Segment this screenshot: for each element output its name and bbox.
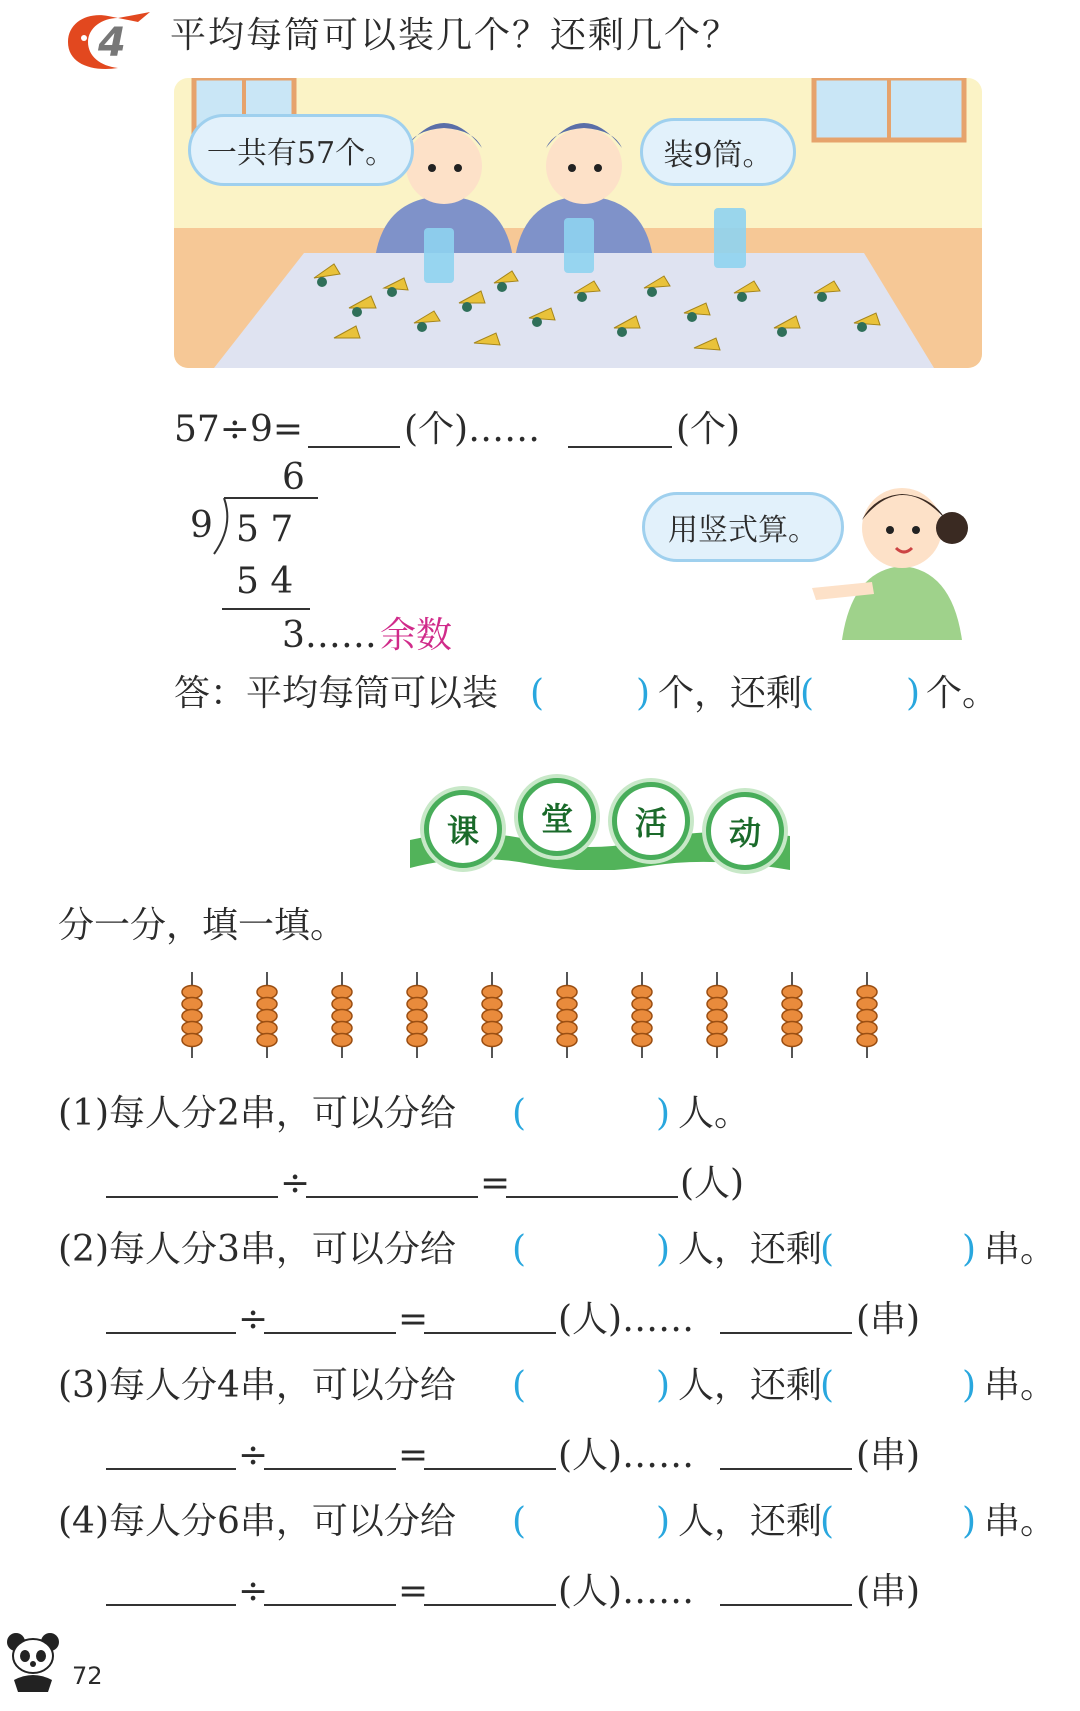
item-2-eq-div: ÷ [238,1299,269,1340]
tube [714,208,746,268]
skewer-icon [407,972,427,1058]
item-1-eq-div: ÷ [280,1163,311,1204]
item-1-blank-people[interactable] [534,1092,654,1136]
item-2-eq-equals: = [398,1299,429,1340]
answer-blank-remaining[interactable] [822,672,906,716]
item-4-close-paren: ) [656,1501,671,1542]
division-product: 5 4 [236,561,294,602]
item-4-open-paren-2: ( [820,1501,835,1542]
activity-char-4: 动 [706,792,784,870]
division-dividend: 5 7 [236,509,294,550]
item-4-close-paren-2: ) [962,1501,977,1542]
item-2-open-paren: ( [512,1229,527,1270]
item-1-open-paren: ( [512,1093,527,1134]
skewer-icon [332,972,352,1058]
item-4-eq-div: ÷ [238,1571,269,1612]
skewer-row [180,970,970,1060]
item-1-eq-unit: (人) [680,1163,745,1204]
skewer-icon [632,972,652,1058]
item-4-label: (4)每人分6串，可以分给 [58,1501,456,1542]
task-title: 分一分，填一填。 [58,905,347,946]
item-4-open-paren: ( [512,1501,527,1542]
skewer-icon [257,972,277,1058]
activity-char-1: 课 [424,790,502,868]
item-4-eq-blank-3[interactable] [424,1604,556,1606]
answer-close-paren-2: ) [906,673,921,714]
item-3-blank-remaining[interactable] [842,1364,962,1408]
item-2-eq-blank-3[interactable] [424,1332,556,1334]
division-divisor: 9 [190,505,213,546]
item-1-close-paren: ) [656,1093,671,1134]
hint-bubble-text: 用竖式算。 [668,513,818,548]
answer-close-paren-1: ) [636,673,651,714]
item-3-eq-equals: = [398,1435,429,1476]
activity-char-3: 活 [612,782,690,860]
tube [564,218,594,273]
item-2-eq-blank-1[interactable] [106,1332,236,1334]
skewer-icon [782,972,802,1058]
item-2-mid: 人，还剩 [678,1229,823,1270]
division-quotient: 6 [282,457,305,498]
answer-open-paren-1: ( [530,673,545,714]
equation-blank-quotient[interactable] [308,446,400,448]
item-3-eq-blank-1[interactable] [106,1468,236,1470]
answer-blank-per-tube[interactable] [552,672,636,716]
item-1-label: (1)每人分2串，可以分给 [58,1093,456,1134]
item-4-eq-blank-2[interactable] [264,1604,396,1606]
item-3-eq-div: ÷ [238,1435,269,1476]
remainder-label: 余数 [380,615,453,656]
speech-bubble-tubes [640,118,796,186]
item-3-eq-blank-4[interactable] [720,1468,852,1470]
item-2-close-paren-2: ) [962,1229,977,1270]
speech-bubble-total-text: 一共有57个。 [206,136,396,171]
item-3-close-paren-2: ) [962,1365,977,1406]
item-2-open-paren-2: ( [820,1229,835,1270]
item-4-eq-unit: (人)…… [558,1571,695,1612]
item-3-label: (3)每人分4串，可以分给 [58,1365,456,1406]
activity-char-2: 堂 [518,778,596,856]
item-2-close-paren: ) [656,1229,671,1270]
skewer-icon [857,972,877,1058]
answer-part-1: 答：平均每筒可以装 [174,673,499,714]
item-3-eq-blank-3[interactable] [424,1468,556,1470]
item-4-mid: 人，还剩 [678,1501,823,1542]
item-1-eq-equals: = [480,1163,511,1204]
item-2-eq-unit-2: (串) [856,1299,921,1340]
question-number-badge [58,8,154,72]
answer-part-3: 个。 [926,673,999,714]
skewer-icon [707,972,727,1058]
panda-icon [4,1630,66,1694]
question-title: 平均每筒可以装几个？还剩几个？ [170,15,741,56]
equation-blank-remainder[interactable] [568,446,672,448]
item-3-mid: 人，还剩 [678,1365,823,1406]
item-1-unit: 人。 [678,1093,751,1134]
item-4-eq-blank-1[interactable] [106,1604,236,1606]
item-4-blank-remaining[interactable] [842,1500,962,1544]
activity-banner [410,778,790,878]
item-1-eq-blank-3[interactable] [506,1196,678,1198]
item-2-eq-blank-4[interactable] [720,1332,852,1334]
division-remainder: 3…… [282,615,377,656]
illustration-hint-girl [812,470,982,640]
item-4-eq-unit-2: (串) [856,1571,921,1612]
item-2-blank-remaining[interactable] [842,1228,962,1272]
item-3-end: 串。 [984,1365,1057,1406]
equation-unit-1: (个)…… [404,409,541,450]
answer-open-paren-2: ( [800,673,815,714]
skewer-icon [482,972,502,1058]
item-2-end: 串。 [984,1229,1057,1270]
speech-bubble-total [188,114,414,186]
item-4-blank-people[interactable] [534,1500,654,1544]
item-3-eq-unit-2: (串) [856,1435,921,1476]
speech-bubble-tubes-text: 装9筒。 [663,138,773,173]
equation-expression: 57÷9= [174,409,304,450]
item-4-eq-equals: = [398,1571,429,1612]
item-3-eq-unit: (人)…… [558,1435,695,1476]
item-3-open-paren-2: ( [820,1365,835,1406]
item-3-open-paren: ( [512,1365,527,1406]
item-2-label: (2)每人分3串，可以分给 [58,1229,456,1270]
item-2-blank-people[interactable] [534,1228,654,1272]
answer-part-2: 个，还剩 [658,673,803,714]
item-4-eq-blank-4[interactable] [720,1604,852,1606]
item-2-eq-unit: (人)…… [558,1299,695,1340]
item-4-end: 串。 [984,1501,1057,1542]
question-number: 4 [98,20,126,66]
division-line [222,608,310,610]
skewer-icon [182,972,202,1058]
page-number: 72 [72,1662,103,1690]
item-3-eq-blank-2[interactable] [264,1468,396,1470]
item-1-eq-blank-1[interactable] [106,1196,278,1198]
tube [424,228,454,283]
skewer-icon [557,972,577,1058]
item-1-eq-blank-2[interactable] [306,1196,478,1198]
equation-unit-2: (个) [676,409,741,450]
item-2-eq-blank-2[interactable] [264,1332,396,1334]
item-3-close-paren: ) [656,1365,671,1406]
item-3-blank-people[interactable] [534,1364,654,1408]
